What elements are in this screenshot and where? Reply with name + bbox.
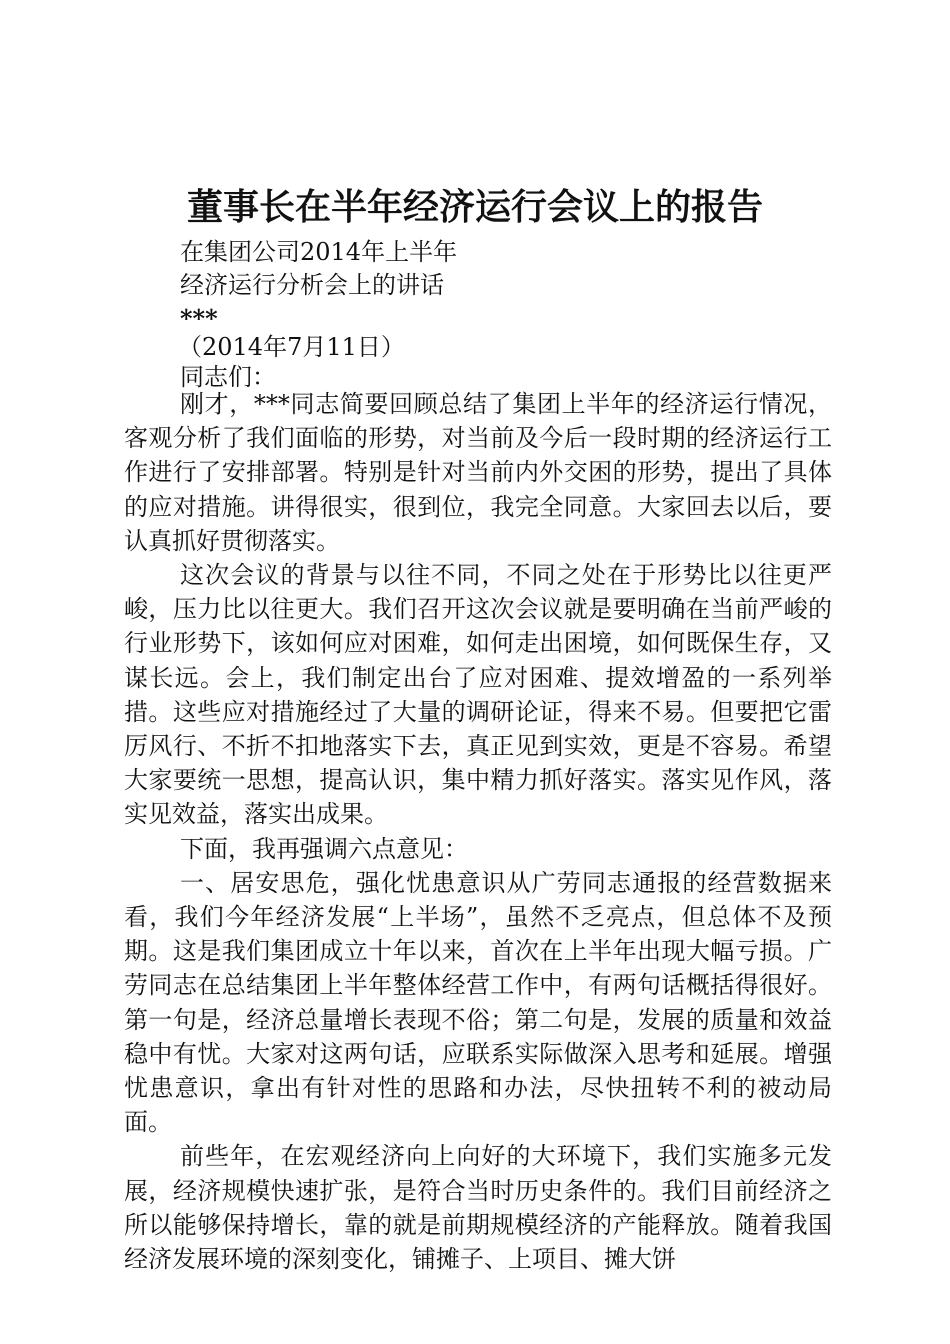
paragraph-5: 前些年，在宏观经济向上向好的大环境下，我们实施多元发展，经济规模快速扩张，是符合当时历史条件的。我们目前经济之所以能够保持增长，靠的就是前期规模经济的产能释放。随着我国经济发展环境的深刻变化，铺摊子、上项目、摊大饼 bbox=[124, 1142, 832, 1274]
paragraph-2: 这次会议的背景与以往不同，不同之处在于形势比以往更严峻，压力比以往更大。我们召开这次会议就是要明确在当前严峻的行业形势下，该如何应对困难，如何走出困境，如何既保生存，又谋长远。会上，我们制定出台了应对困难、提效增盈的一系列举措。这些应对措施经过了大量的调研论证，得来不易。但要把它雷厉风行、不折不扣地落实下去，真正见到实效，更是不容易。希望大家要统一思想，提高认识，集中精力抓好落实。落实见作风，落实见效益，落实出成果。 bbox=[124, 561, 832, 829]
paragraph-1: 刚才，***同志简要回顾总结了集团上半年的经济运行情况，客观分析了我们面临的形势，对当前及今后一段时期的经济运行工作进行了安排部署。特别是针对当前内外交困的形势，提出了具体的应对措施。讲得很实，很到位，我完全同意。大家回去以后，要认真抓好贯彻落实。 bbox=[124, 390, 832, 555]
document-body bbox=[124, 387, 832, 1276]
salutation: 同志们： bbox=[180, 363, 276, 391]
subtitle-line-2: 经济运行分析会上的讲话 bbox=[180, 271, 444, 299]
paragraph-4: 一、居安思危，强化忧患意识从广劳同志通报的经营数据来看，我们今年经济发展“上半场”，虽然不乏亮点，但总体不及预期。这是我们集团成立十年以来，首次在上半年出现大幅亏损。广劳同志在总结集团上半年整体经营工作中，有两句话概括得很好。第一句是，经济总量增长表现不俗；第二句是，发展的质量和效益稳中有忧。大家对这两句话，应联系实际做深入思考和延展。增强忧患意识，拿出有针对性的思路和办法，尽快扭转不利的被动局面。 bbox=[124, 868, 832, 1137]
speech-date: （2014年7月11日） bbox=[178, 333, 405, 361]
paragraph-3: 下面，我再强调六点意见： bbox=[180, 834, 468, 863]
speaker-name: *** bbox=[180, 304, 218, 333]
document-title: 董事长在半年经济运行会议上的报告 bbox=[186, 186, 763, 228]
subtitle-line-1: 在集团公司2014年上半年 bbox=[180, 238, 458, 266]
